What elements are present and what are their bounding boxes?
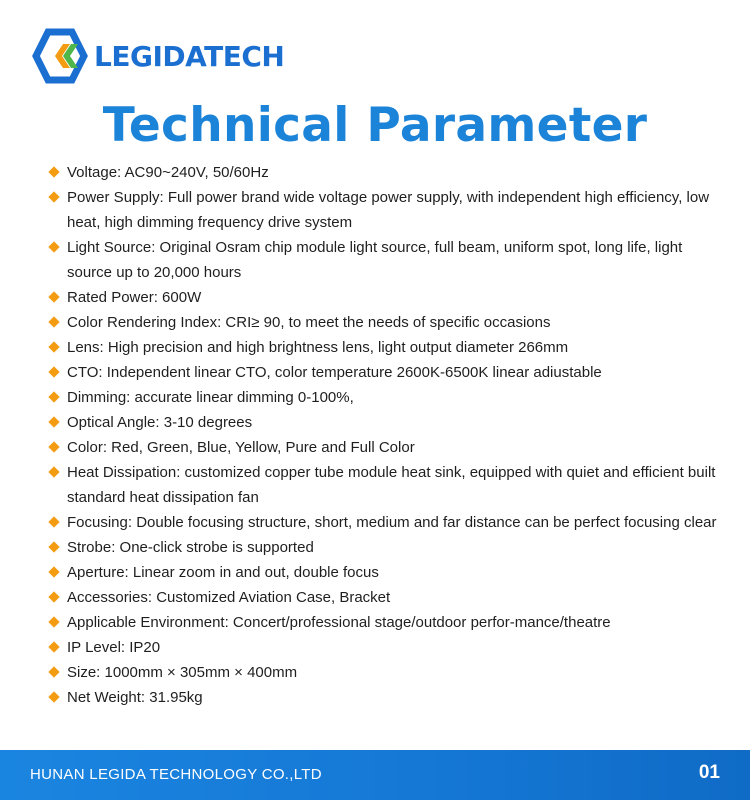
- param-power-supply: [48, 185, 718, 235]
- diamond-bullet-icon: [48, 166, 59, 177]
- param-text: Rated Power: 600W: [67, 289, 202, 306]
- param-lens: [48, 335, 718, 360]
- diamond-bullet-icon: [48, 366, 59, 377]
- legidatech-logo-icon: [30, 28, 90, 84]
- param-applicable-environment: [48, 610, 718, 635]
- diamond-bullet-icon: [48, 666, 59, 677]
- diamond-bullet-icon: [48, 316, 59, 327]
- param-accessories: [48, 585, 718, 610]
- diamond-bullet-icon: [48, 466, 59, 477]
- param-aperture: [48, 560, 718, 585]
- diamond-bullet-icon: [48, 341, 59, 352]
- param-optical-angle: [48, 410, 718, 435]
- param-text: Strobe: One-click strobe is supported: [67, 539, 314, 556]
- diamond-bullet-icon: [48, 191, 59, 202]
- param-color: [48, 435, 718, 460]
- param-light-source: [48, 235, 718, 285]
- param-text: Aperture: Linear zoom in and out, double focus: [67, 564, 379, 581]
- param-size: [48, 660, 718, 685]
- param-dimming: [48, 385, 718, 410]
- param-text: Applicable Environment: Concert/professional stage/outdoor perfor-mance/theatre: [67, 614, 611, 631]
- param-text: Net Weight: 31.95kg: [67, 689, 203, 706]
- diamond-bullet-icon: [48, 416, 59, 427]
- param-text: Optical Angle: 3-10 degrees: [67, 414, 253, 431]
- param-net-weight: [48, 685, 718, 710]
- param-color-rendering: [48, 310, 718, 335]
- company-name: HUNAN LEGIDA TECHNOLOGY CO.,LTD: [30, 766, 322, 783]
- param-text: CTO: Independent linear CTO, color temperature 2600K-6500K linear adiustable: [67, 364, 602, 381]
- param-text: Accessories: Customized Aviation Case, Bracket: [67, 589, 391, 606]
- diamond-bullet-icon: [48, 591, 59, 602]
- diamond-bullet-icon: [48, 516, 59, 527]
- page-number: 01: [698, 762, 720, 783]
- param-text: Dimming: accurate linear dimming 0-100%,: [67, 389, 354, 406]
- footer-bar: [0, 750, 750, 800]
- param-text: Light Source: Original Osram chip module light source, full beam, uniform spot, long life, light source up to 20,000 hours: [67, 239, 683, 281]
- param-focusing: [48, 510, 718, 535]
- param-text: Focusing: Double focusing structure, short, medium and far distance can be perfect focusing clear: [67, 514, 717, 531]
- diamond-bullet-icon: [48, 616, 59, 627]
- diamond-bullet-icon: [48, 241, 59, 252]
- diamond-bullet-icon: [48, 291, 59, 302]
- param-text: Lens: High precision and high brightness lens, light output diameter 266mm: [67, 339, 569, 356]
- param-text: Power Supply: Full power brand wide voltage power supply, with independent high efficiency, low heat, high dimming frequency drive system: [67, 189, 710, 231]
- brand-name: LEGIDATECH: [94, 39, 285, 73]
- param-text: Heat Dissipation: customized copper tube module heat sink, equipped with quiet and efficient built standard heat dissipation fan: [67, 464, 716, 506]
- diamond-bullet-icon: [48, 541, 59, 552]
- param-text: Size: 1000mm × 305mm × 400mm: [67, 664, 298, 681]
- param-text: Voltage: AC90~240V, 50/60Hz: [67, 164, 269, 181]
- page-title: Technical Parameter: [102, 98, 648, 153]
- parameter-list: [48, 160, 718, 710]
- diamond-bullet-icon: [48, 391, 59, 402]
- param-cto: [48, 360, 718, 385]
- param-text: IP Level: IP20: [67, 639, 161, 656]
- company-logo: [30, 28, 284, 84]
- diamond-bullet-icon: [48, 691, 59, 702]
- param-strobe: [48, 535, 718, 560]
- diamond-bullet-icon: [48, 566, 59, 577]
- param-rated-power: [48, 285, 718, 310]
- param-heat-dissipation: [48, 460, 718, 510]
- param-text: Color: Red, Green, Blue, Yellow, Pure and Full Color: [67, 439, 415, 456]
- param-text: Color Rendering Index: CRI≥ 90, to meet the needs of specific occasions: [67, 314, 551, 331]
- diamond-bullet-icon: [48, 641, 59, 652]
- diamond-bullet-icon: [48, 441, 59, 452]
- param-ip-level: [48, 635, 718, 660]
- param-voltage: [48, 160, 718, 185]
